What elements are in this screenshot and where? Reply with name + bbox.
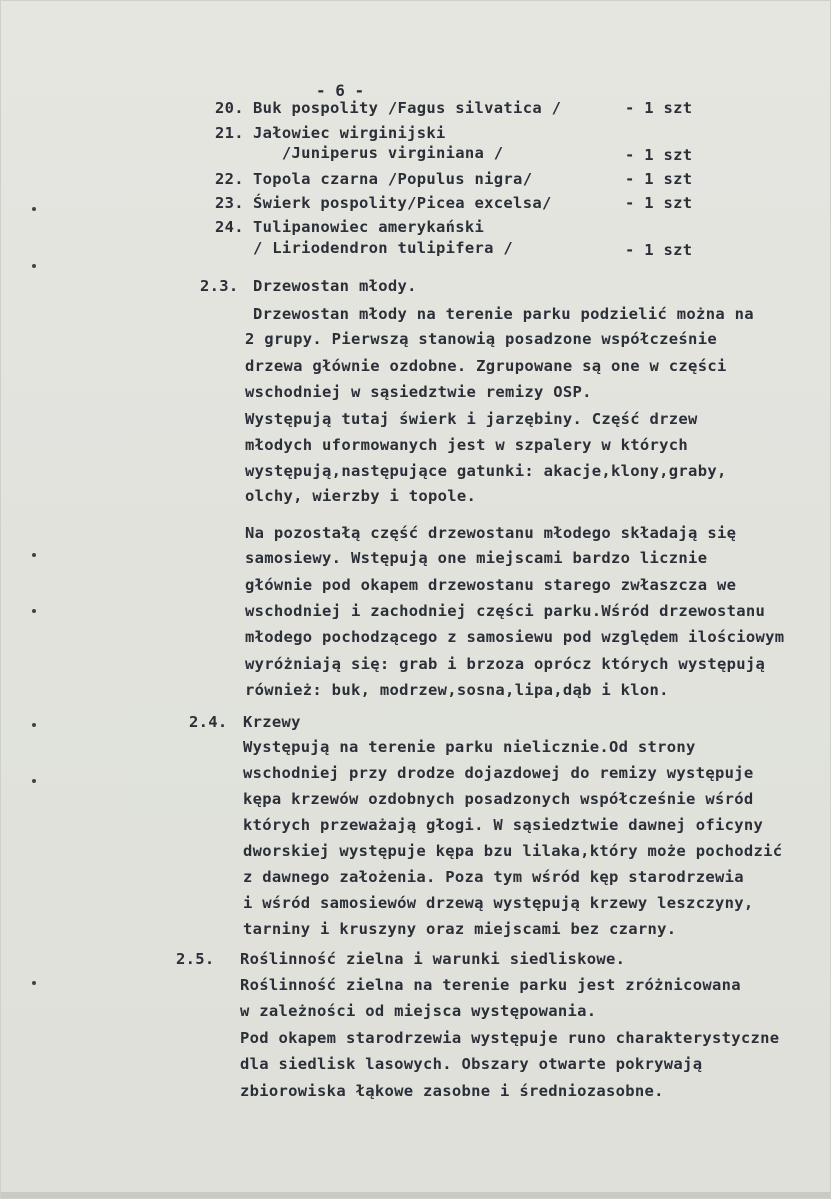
paragraph-line: wschodniej w sąsiedztwie remizy OSP. <box>245 383 592 401</box>
paragraph-line: głównie pod okapem drzewostanu starego zwłaszcza we <box>245 576 737 594</box>
section-heading: Krzewy <box>243 713 301 731</box>
paragraph-line: drzewa głównie ozdobne. Zgrupowane są one w części <box>245 357 727 375</box>
punch-hole <box>32 553 36 557</box>
paragraph-line: Występują na terenie parku nielicznie.Od strony <box>243 738 696 756</box>
punch-hole <box>32 723 36 727</box>
section-number: 2.3. <box>200 277 239 295</box>
paragraph-line: i wśród samosiewów drzewą występują krzewy leszczyny, <box>243 894 754 912</box>
punch-hole <box>32 609 36 613</box>
paragraph-line: zbiorowiska łąkowe zasobne i średniozasobne. <box>240 1082 664 1100</box>
section-number: 2.5. <box>176 950 215 968</box>
species-latin-name: /Juniperus virginiana / <box>253 144 504 162</box>
paragraph-line: w zależności od miejsca występowania. <box>240 1002 597 1020</box>
species-name: Tulipanowiec amerykański <box>253 218 485 236</box>
species-quantity: - 1 szt <box>625 99 693 117</box>
species-name: Jałowiec wirginijski <box>253 124 446 142</box>
paragraph-line: dworskiej występuje kępa bzu lilaka,który może pochodzić <box>243 842 783 860</box>
paragraph-line: olchy, wierzby i topole. <box>245 487 477 505</box>
species-number: 24. <box>215 218 244 236</box>
paragraph-line: młodego pochodzącego z samosiewu pod względem ilościowym <box>245 628 785 646</box>
species-quantity: - 1 szt <box>625 170 693 188</box>
paragraph-line: Roślinność zielna na terenie parku jest zróżnicowana <box>240 976 741 994</box>
paragraph-line: wschodniej i zachodniej części parku.Wśród drzewostanu <box>245 602 766 620</box>
paragraph-line: Drzewostan młody na terenie parku podzielić można na <box>253 305 754 323</box>
species-number: 20. <box>215 99 244 117</box>
punch-hole <box>32 264 36 268</box>
paragraph-line: Pod okapem starodrzewia występuje runo charakterystyczne <box>240 1029 780 1047</box>
species-quantity: - 1 szt <box>625 146 693 164</box>
paragraph-line: również: buk, modrzew,sosna,lipa,dąb i klon. <box>245 681 669 699</box>
paragraph-line: 2 grupy. Pierwszą stanowią posadzone współcześnie <box>245 330 717 348</box>
species-number: 23. <box>215 194 244 212</box>
species-latin-name: / Liriodendron tulipifera / <box>253 239 514 257</box>
species-number: 21. <box>215 124 244 142</box>
species-number: 22. <box>215 170 244 188</box>
species-name: Świerk pospolity/Picea excelsa/ <box>253 194 552 212</box>
punch-hole <box>32 207 36 211</box>
paragraph-line: młodych uformowanych jest w szpalery w których <box>245 436 689 454</box>
paragraph-line: tarniny i kruszyny oraz miejscami bez czarny. <box>243 920 677 938</box>
page-number: - 6 - <box>316 81 365 100</box>
section-heading: Drzewostan młody. <box>253 277 417 295</box>
species-name: Topola czarna /Populus nigra/ <box>253 170 533 188</box>
paragraph-line: dla siedlisk lasowych. Obszary otwarte pokrywają <box>240 1055 703 1073</box>
paragraph-line: kępa krzewów ozdobnych posadzonych współcześnie wśród <box>243 790 754 808</box>
punch-hole <box>32 779 36 783</box>
paragraph-line: z dawnego założenia. Poza tym wśród kęp starodrzewia <box>243 868 744 886</box>
paragraph-line: występują,następujące gatunki: akacje,klony,graby, <box>245 462 727 480</box>
paragraph-line: wyróżniają się: grab i brzoza oprócz których występują <box>245 655 766 673</box>
punch-hole <box>32 981 36 985</box>
section-heading: Roślinność zielna i warunki siedliskowe. <box>240 950 626 968</box>
species-name: Buk pospolity /Fagus silvatica / <box>253 99 562 117</box>
paragraph-line: Na pozostałą część drzewostanu młodego składają się <box>245 524 737 542</box>
section-number: 2.4. <box>189 713 228 731</box>
paragraph-line: których przeważają głogi. W sąsiedztwie dawnej oficyny <box>243 816 764 834</box>
paragraph-line: wschodniej przy drodze dojazdowej do remizy występuje <box>243 764 754 782</box>
species-quantity: - 1 szt <box>625 241 693 259</box>
species-quantity: - 1 szt <box>625 194 693 212</box>
paragraph-line: samosiewy. Wstępują one miejscami bardzo licznie <box>245 549 708 567</box>
paragraph-line: Występują tutaj świerk i jarzębiny. Część drzew <box>245 410 698 428</box>
